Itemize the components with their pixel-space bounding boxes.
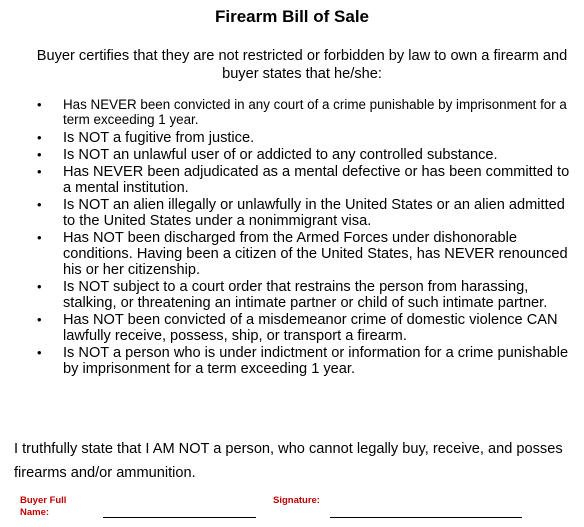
condition-item <box>0 312 584 344</box>
condition-text: Has NOT been convicted of a misdemeanor crime of domestic violence CAN lawfully receive, possess, ship, or transport a firearm. <box>63 312 558 344</box>
bullet-icon: • <box>37 345 42 360</box>
bullet-icon: • <box>37 312 42 327</box>
condition-text: Has NOT been discharged from the Armed Forces under dishonorable conditions. Having been a citizen of the United States, has NEVER renounced his or her citizenship. <box>63 230 568 278</box>
condition-item <box>0 279 584 311</box>
buyer-name-label: Buyer Full Name: <box>20 495 67 518</box>
document-title: Firearm Bill of Sale <box>215 7 369 26</box>
bullet-icon: • <box>37 97 42 112</box>
condition-item <box>0 197 584 229</box>
bullet-icon: • <box>37 279 42 294</box>
condition-text: Has NEVER been adjudicated as a mental defective or has been committed to a mental institution. <box>63 164 570 196</box>
bullet-icon: • <box>37 164 42 179</box>
buyer-name-line[interactable] <box>103 517 256 518</box>
condition-item <box>0 97 584 127</box>
buyer-certification-intro: Buyer certifies that they are not restricted or forbidden by law to own a firearm and buyer states that he/she: <box>36 48 568 82</box>
condition-item <box>0 164 584 196</box>
bullet-icon: • <box>37 147 42 162</box>
bullet-icon: • <box>37 130 42 145</box>
condition-item <box>0 230 584 278</box>
bullet-icon: • <box>37 197 42 212</box>
condition-text: Has NEVER been convicted in any court of a crime punishable by imprisonment for a term exceeding 1 year. <box>63 97 567 127</box>
buyer-conditions-list <box>0 97 584 378</box>
signature-label: Signature: <box>273 495 320 506</box>
condition-item <box>0 130 584 146</box>
condition-item <box>0 147 584 163</box>
condition-text: Is NOT an alien illegally or unlawfully in the United States or an alien admitted to the United States under a nonimmigrant visa. <box>63 197 565 229</box>
signature-line[interactable] <box>330 517 522 518</box>
condition-text: Is NOT an unlawful user of or addicted to any controlled substance. <box>63 147 498 163</box>
condition-text: Is NOT subject to a court order that restrains the person from harassing, stalking, or threatening an intimate partner or child of such intimate partner. <box>63 279 548 311</box>
condition-item <box>0 345 584 377</box>
condition-text: Is NOT a person who is under indictment or information for a crime punishable by imprisonment for a term exceeding 1 year. <box>63 345 569 377</box>
bullet-icon: • <box>37 230 42 245</box>
condition-text: Is NOT a fugitive from justice. <box>63 130 255 146</box>
truthful-statement: I truthfully state that I AM NOT a person, who cannot legally buy, receive, and posses firearms and/or ammunition. <box>14 441 563 481</box>
